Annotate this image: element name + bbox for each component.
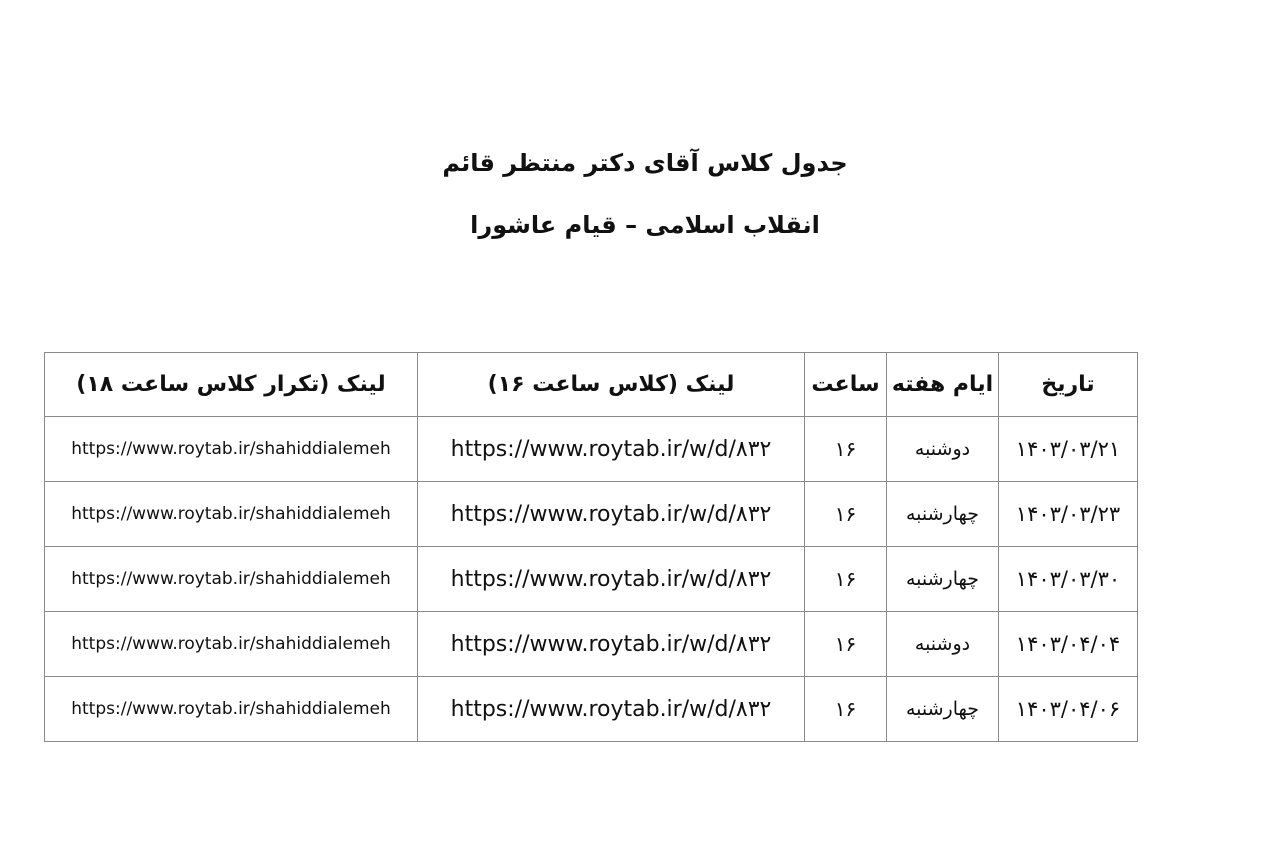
hour-cell: ۱۶: [805, 482, 887, 547]
header-hour: ساعت: [805, 353, 887, 417]
weekday-cell: دوشنبه: [887, 417, 999, 482]
class-schedule-table: [44, 352, 1138, 742]
header-date: تاریخ: [999, 353, 1138, 417]
table-row: [45, 482, 1138, 547]
weekday-cell: چهارشنبه: [887, 677, 999, 742]
link18-cell[interactable]: https://www.roytab.ir/shahiddialemeh: [45, 417, 418, 482]
weekday-cell: چهارشنبه: [887, 547, 999, 612]
link18-cell[interactable]: https://www.roytab.ir/shahiddialemeh: [45, 547, 418, 612]
link18-cell[interactable]: https://www.roytab.ir/shahiddialemeh: [45, 482, 418, 547]
link16-cell[interactable]: https://www.roytab.ir/w/d/۸۳۲: [418, 612, 805, 677]
link16-cell[interactable]: https://www.roytab.ir/w/d/۸۳۲: [418, 547, 805, 612]
link18-cell[interactable]: https://www.roytab.ir/shahiddialemeh: [45, 677, 418, 742]
hour-cell: ۱۶: [805, 547, 887, 612]
table-row: [45, 677, 1138, 742]
table-row: [45, 417, 1138, 482]
hour-cell: ۱۶: [805, 677, 887, 742]
link16-cell[interactable]: https://www.roytab.ir/w/d/۸۳۲: [418, 417, 805, 482]
link16-cell[interactable]: https://www.roytab.ir/w/d/۸۳۲: [418, 677, 805, 742]
table-row: [45, 547, 1138, 612]
weekday-cell: چهارشنبه: [887, 482, 999, 547]
header-row: [45, 353, 1138, 417]
hour-cell: ۱۶: [805, 417, 887, 482]
hour-cell: ۱۶: [805, 612, 887, 677]
header-link18: لینک (تکرار کلاس ساعت ۱۸): [45, 353, 418, 417]
table-row: [45, 612, 1138, 677]
date-cell: ۱۴۰۳/۰۴/۰۶: [999, 677, 1138, 742]
document-subtitle: انقلاب اسلامی – قیام عاشورا: [470, 211, 820, 239]
link18-cell[interactable]: https://www.roytab.ir/shahiddialemeh: [45, 612, 418, 677]
link16-cell[interactable]: https://www.roytab.ir/w/d/۸۳۲: [418, 482, 805, 547]
document-title: جدول کلاس آقای دکتر منتظر قائم: [442, 149, 848, 177]
date-cell: ۱۴۰۳/۰۳/۲۱: [999, 417, 1138, 482]
date-cell: ۱۴۰۳/۰۳/۲۳: [999, 482, 1138, 547]
header-weekday: ایام هفته: [887, 353, 999, 417]
date-cell: ۱۴۰۳/۰۴/۰۴: [999, 612, 1138, 677]
weekday-cell: دوشنبه: [887, 612, 999, 677]
header-link16: لینک (کلاس ساعت ۱۶): [418, 353, 805, 417]
date-cell: ۱۴۰۳/۰۳/۳۰: [999, 547, 1138, 612]
